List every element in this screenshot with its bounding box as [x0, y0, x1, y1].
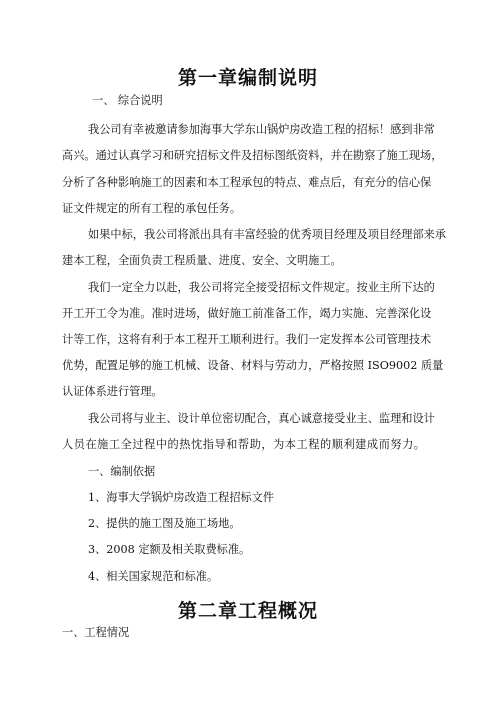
paragraph-line: 如果中标，我公司将派出具有丰富经验的优秀项目经理及项目经理部来承 — [88, 228, 447, 241]
section-heading-overview: 一、 综合说明 — [92, 94, 163, 107]
list-item: 2、提供的施工图及施工场地。 — [88, 517, 241, 530]
chapter-1-title: 第一章编制说明 — [177, 67, 318, 89]
paragraph-line: 我们一定全力以赴，我公司将完全接受招标文件规定。按业主所下达的 — [88, 281, 435, 294]
paragraph-line: 优势，配置足够的施工机械、设备、材料与劳动力，严格按照 ISO9002 质量 — [62, 359, 444, 372]
paragraph-line: 认证体系进行管理。 — [62, 385, 163, 398]
paragraph-line: 开工开工令为准。准时进场，做好施工前准备工作，竭力实施、完善深化设 — [62, 307, 432, 320]
paragraph-line: 建本工程，全面负责工程质量、进度、安全、文明施工。 — [62, 254, 342, 267]
paragraph-line: 证文件规定的所有工程的承包任务。 — [62, 202, 242, 215]
list-item: 4、相关国家规范和标准。 — [88, 570, 219, 583]
list-item: 1、海事大学锅炉房改造工程招标文件 — [88, 491, 275, 504]
paragraph-line: 人员在施工全过程中的热忱指导和帮助，为本工程的顺利建成而努力。 — [62, 438, 425, 451]
paragraph-line: 我公司有幸被邀请参加海事大学东山锅炉房改造工程的招标！感到非常 — [88, 123, 435, 136]
paragraph-line: 计等工作，这将有利于本工程开工顺利进行。我们一定发挥本公司管理技术 — [62, 333, 432, 346]
chapter-2-title: 第二章工程概况 — [177, 600, 318, 622]
paragraph-line: 高兴。通过认真学习和研究招标文件及招标图纸资料，并在勘察了施工现场， — [62, 149, 443, 162]
paragraph-line: 分析了各种影响施工的因素和本工程承包的特点、难点后，有充分的信心保 — [62, 176, 432, 189]
section-heading-basis: 一、编制依据 — [88, 465, 156, 478]
section-heading-project: 一、工程情况 — [62, 626, 130, 639]
paragraph-line: 我公司将与业主、设计单位密切配合，真心诚意接受业主、监理和设计 — [88, 412, 435, 425]
list-item: 3、2008 定额及相关取费标准。 — [88, 543, 251, 556]
